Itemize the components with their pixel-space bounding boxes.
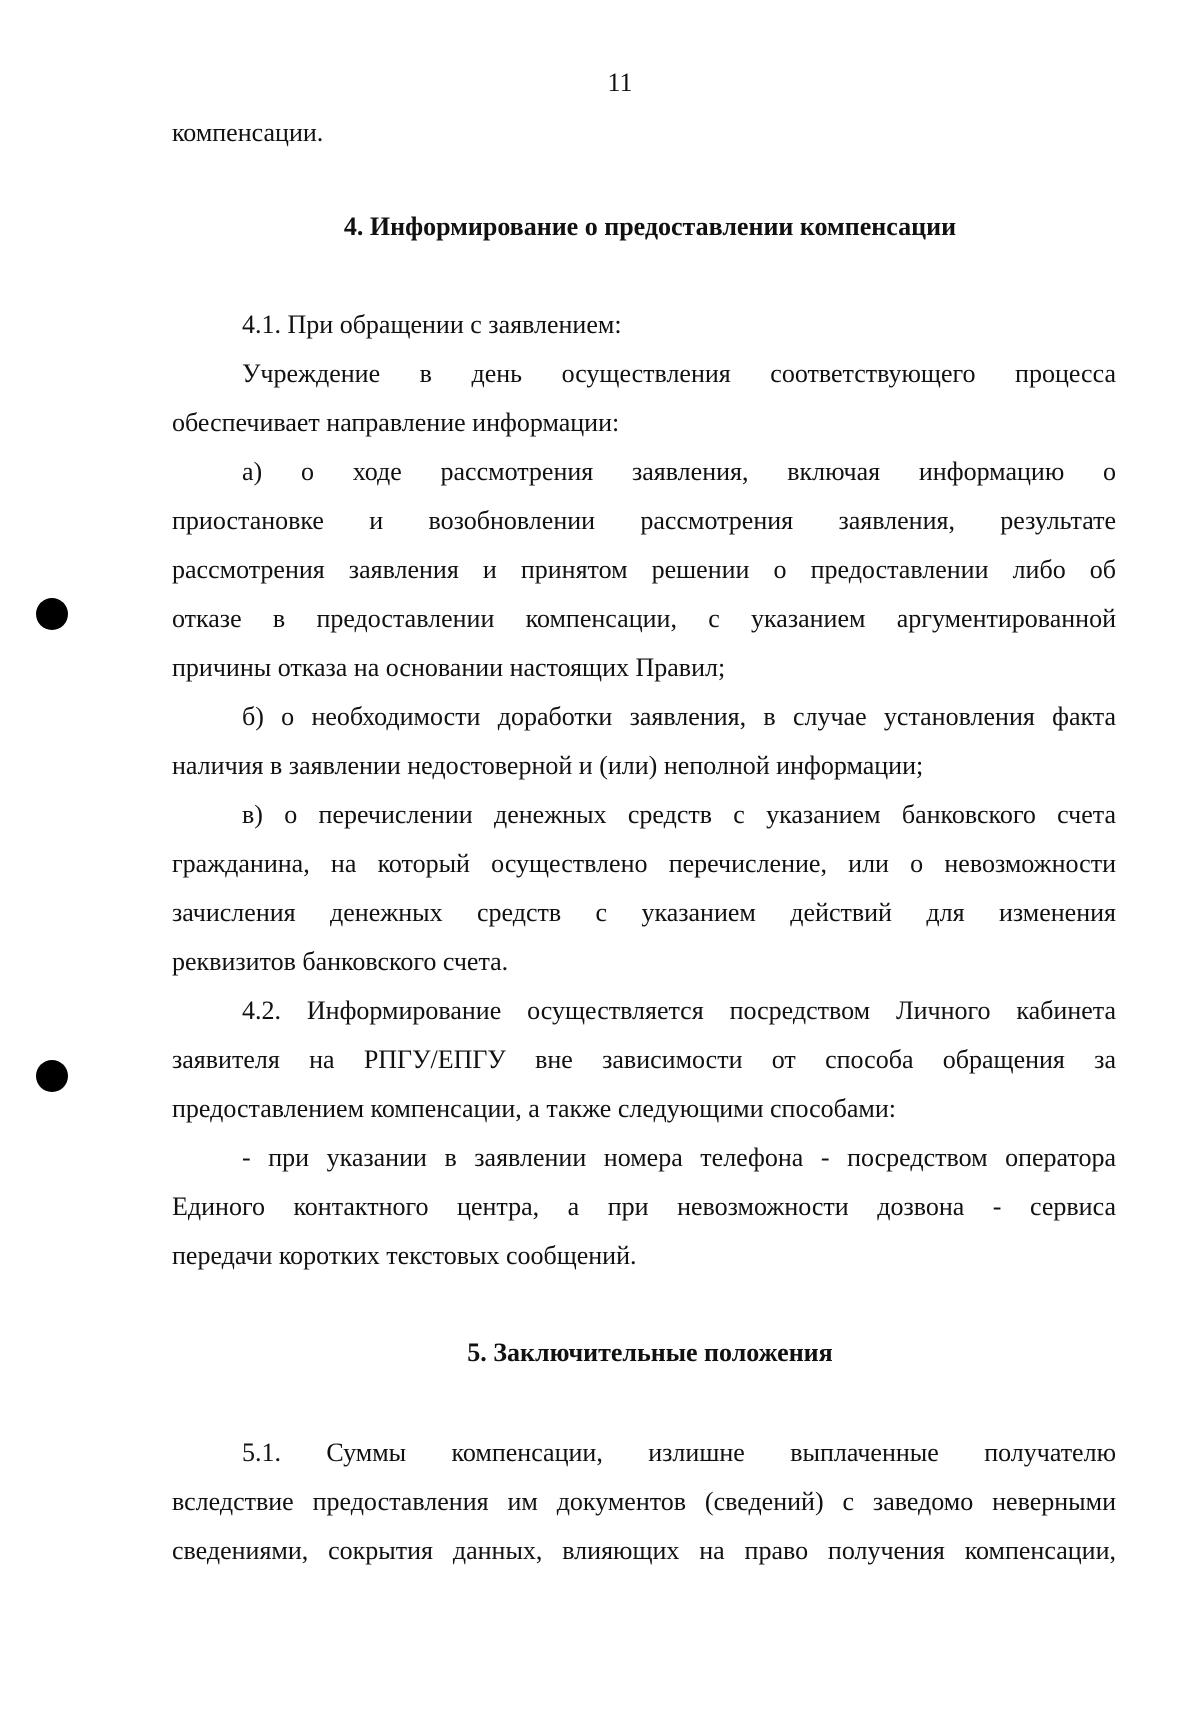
paragraph-line: причины отказа на основании настоящих Правил; [172, 653, 726, 682]
paragraph-line: - при указании в заявлении номера телефона - посредством оператора [242, 1143, 1116, 1172]
paragraph-line: сведениями, сокрытия данных, влияющих на право получения компенсации, [172, 1536, 1116, 1565]
paragraph-line: а) о ходе рассмотрения заявления, включая информацию о [242, 457, 1116, 486]
paragraph-line: Учреждение в день осуществления соответствующего процесса [242, 359, 1116, 388]
continuation-line: компенсации. [172, 118, 324, 147]
paragraph-line: отказе в предоставлении компенсации, с указанием аргументированной [172, 604, 1116, 633]
paragraph-line: рассмотрения заявления и принятом решении о предоставлении либо об [172, 555, 1116, 584]
paragraph-line: б) о необходимости доработки заявления, в случае установления факта [242, 702, 1116, 731]
punch-hole-bottom [36, 1060, 68, 1092]
paragraph-line: передачи коротких текстовых сообщений. [172, 1241, 637, 1270]
page-number: 11 [607, 68, 633, 97]
section-5-body [172, 1428, 1116, 1575]
paragraph-line: зачисления денежных средств с указанием действий для изменения [172, 898, 1116, 927]
section-4-body [172, 300, 1116, 1280]
paragraph-line: приостановке и возобновлении рассмотрения заявления, результате [172, 506, 1116, 535]
paragraph-line: заявителя на РПГУ/ЕПГУ вне зависимости от способа обращения за [172, 1045, 1116, 1074]
section-5-heading: 5. Заключительные положения [467, 1338, 833, 1367]
continuation-text [172, 108, 1116, 157]
section-4-heading: 4. Информирование о предоставлении компенсации [343, 212, 957, 241]
paragraph-line: реквизитов банковского счета. [172, 947, 509, 976]
paragraph-line: 4.1. При обращении с заявлением: [242, 310, 622, 339]
paragraph-line: наличия в заявлении недостоверной и (или) неполной информации; [172, 751, 924, 780]
paragraph-line: 4.2. Информирование осуществляется посредством Личного кабинета [242, 996, 1116, 1025]
paragraph-line: Единого контактного центра, а при невозможности дозвона - сервиса [172, 1192, 1116, 1221]
paragraph-line: предоставлением компенсации, а также следующими способами: [172, 1094, 897, 1123]
paragraph-line: в) о перечислении денежных средств с указанием банковского счета [242, 800, 1116, 829]
paragraph-line: обеспечивает направление информации: [172, 408, 620, 437]
paragraph-line: 5.1. Суммы компенсации, излишне выплаченные получателю [242, 1438, 1116, 1467]
paragraph-line: вследствие предоставления им документов (сведений) с заведомо неверными [172, 1487, 1116, 1516]
punch-hole-top [36, 598, 68, 630]
paragraph-line: гражданина, на который осуществлено перечисление, или о невозможности [172, 849, 1116, 878]
